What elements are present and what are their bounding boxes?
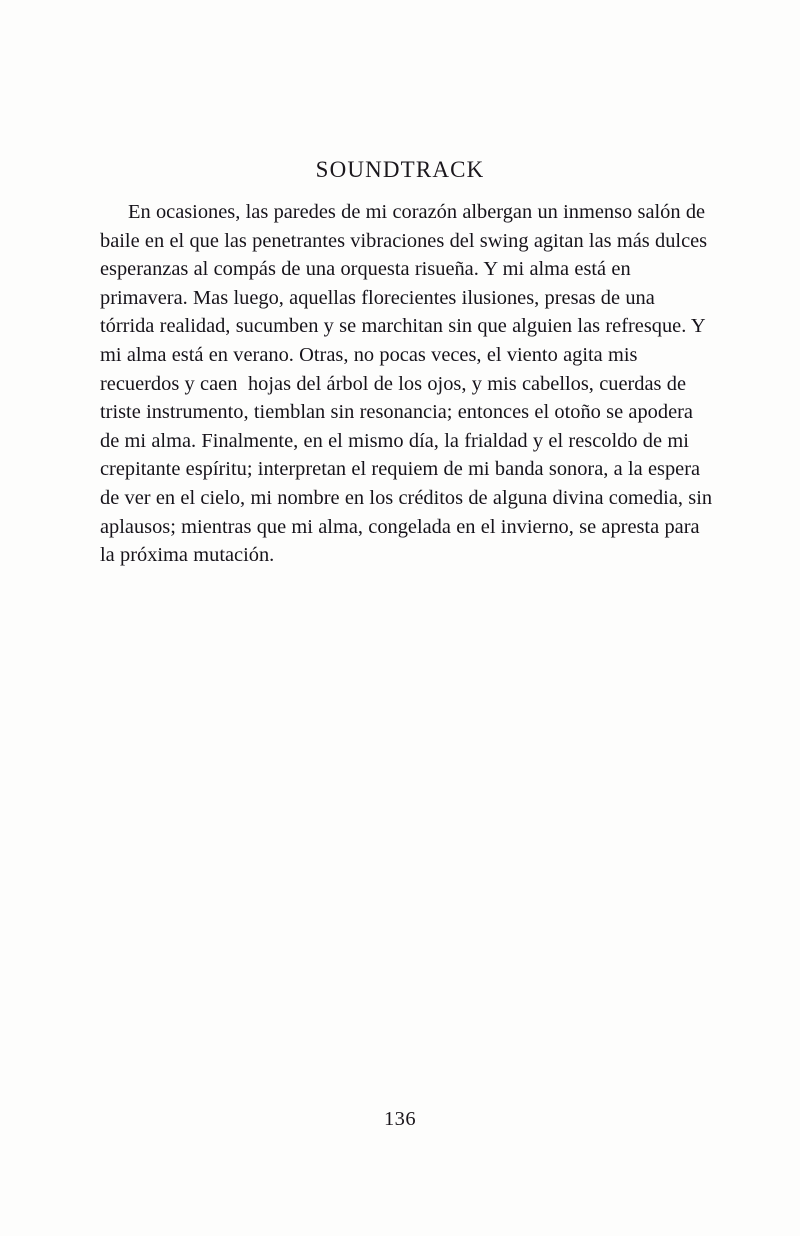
page-number: 136 — [384, 1108, 416, 1130]
page-title: SOUNDTRACK — [315, 157, 485, 183]
body-text-block — [100, 198, 718, 570]
body-paragraph: En ocasiones, las paredes de mi corazón albergan un inmenso salón de baile en el que las penetrantes vibraciones del swing agitan las más dulces esperanzas al compás de una orquesta risueña. Y mi alma está en primavera. Mas luego, aquellas florecientes ilusiones, presas de una tórrida realidad, sucumben y se marchitan sin que alguien las refresque. Y mi alma está en verano. Otras, no pocas veces, el viento agita mis recuerdos y caen hojas del árbol de los ojos, y mis cabellos, cuerdas de triste instrumento, tiemblan sin resonancia; entonces el otoño se apodera de mi alma. Finalmente, en el mismo día, la frialdad y el rescoldo de mi crepitante espíritu; interpretan el requiem de mi banda sonora, a la espera de ver en el cielo, mi nombre en los créditos de alguna divina comedia, sin aplausos; mientras que mi alma, congelada en el invierno, se apresta para la próxima mutación. — [100, 201, 718, 567]
